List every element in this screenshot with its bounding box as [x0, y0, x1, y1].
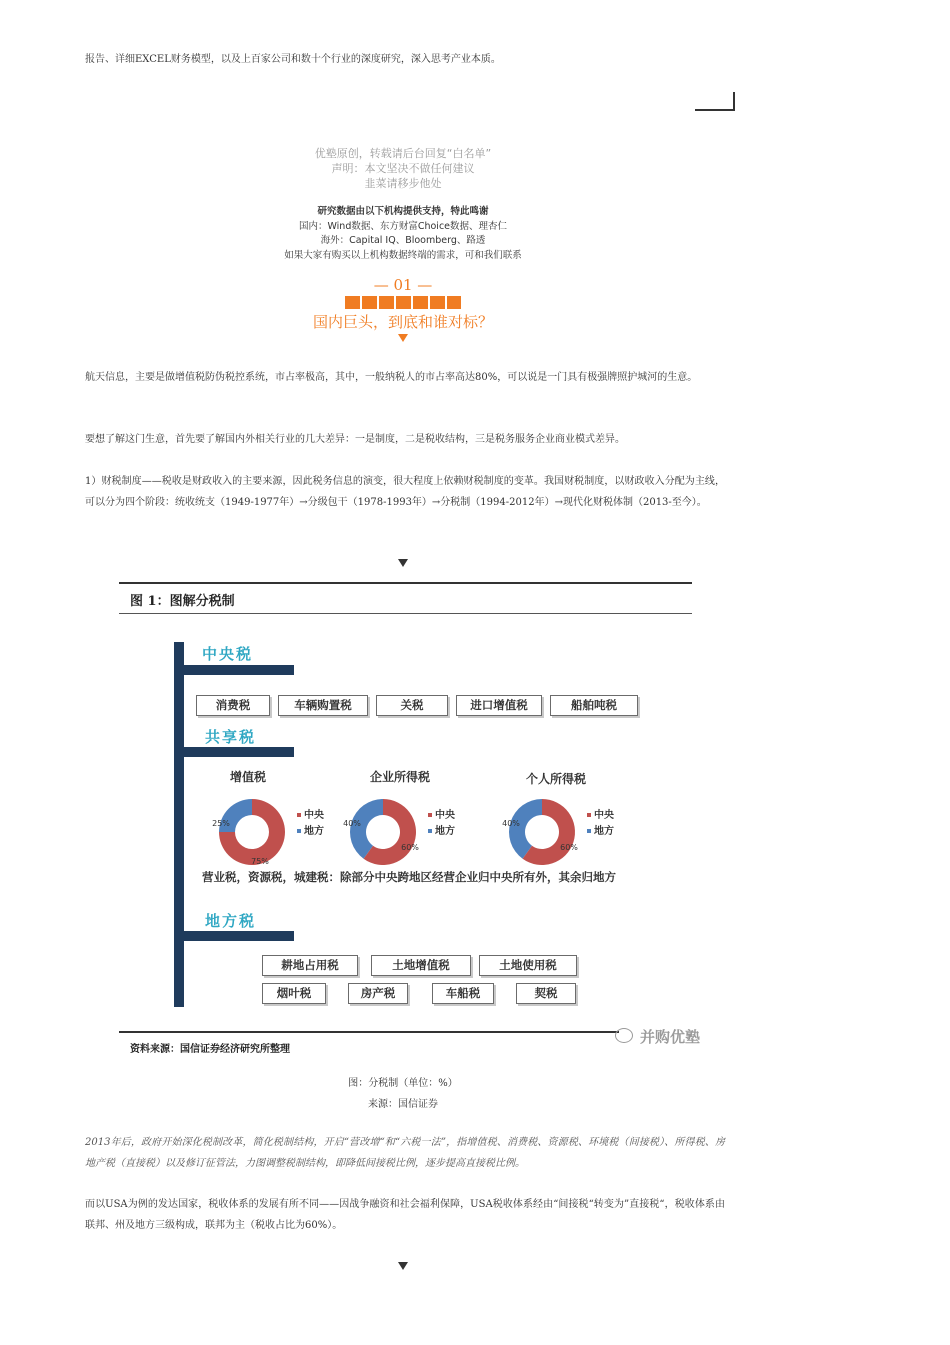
- local-tax-box: 土地增值税: [371, 955, 471, 976]
- watermark: 并购优塾: [640, 1028, 701, 1046]
- gray-line: 声明：本文坚决不做任何建议: [331, 162, 475, 175]
- shared-tax-pie-charts: [112, 575, 712, 1065]
- figure-caption: 图：分税制（单位：%）: [348, 1078, 458, 1089]
- central-tax-box: 船舶吨税: [550, 695, 638, 716]
- paragraph-1: 航天信息，主要是做增值税防伪税控系统，市占率极高，其中，一般纳税人的市占率高达80%，可以说是一门具有极强牌照护城河的生意。: [85, 372, 698, 383]
- corner-bracket-decoration: [695, 92, 735, 111]
- header-block: [200, 146, 606, 263]
- tax-system-figure: [112, 575, 712, 1065]
- pie-value-label: 40%: [343, 819, 361, 828]
- legend-label: 地方: [594, 826, 614, 837]
- local-bar: [174, 931, 294, 941]
- pie-title-vat: 增值税: [230, 770, 267, 784]
- legend-swatch: [428, 829, 432, 833]
- local-tax-box: 耕地占用税: [262, 955, 358, 976]
- thanks-line: 如果大家有购买以上机构数据终端的需求，可和我们联系: [284, 249, 522, 261]
- section-number: — 01 —: [373, 276, 433, 294]
- figure-title: 图 1：图解分税制: [130, 594, 235, 609]
- central-tax-box: 消费税: [196, 695, 270, 716]
- central-label: 中央税: [202, 645, 254, 663]
- legend-swatch: [297, 829, 301, 833]
- legend-swatch: [428, 813, 432, 817]
- figure-bottom-rule: [119, 1031, 619, 1033]
- legend-label: 地方: [304, 826, 324, 837]
- shared-note: 营业税，资源税，城建税：除部分中央跨地区经营企业归中央所有外，其余归地方: [202, 870, 616, 884]
- down-arrow-icon: [398, 1262, 408, 1270]
- paragraph-2: 要想了解这门生意，首先要了解国内外相关行业的几大差异：一是制度，二是税收结构，三是税务服务企业商业模式差异。: [85, 434, 625, 445]
- central-tax-box: 进口增值税: [456, 695, 542, 716]
- legend-swatch: [297, 813, 301, 817]
- legend-label: 中央: [594, 810, 614, 821]
- thanks-line: 国内：Wind数据、东方财富Choice数据、理杏仁: [298, 220, 508, 232]
- pie-value-label: 60%: [560, 843, 578, 852]
- thanks-title: 研究数据由以下机构提供支持，特此鸣谢: [317, 206, 489, 217]
- central-tax-box: 车辆购置税: [278, 695, 368, 716]
- local-tax-box: 契税: [516, 983, 576, 1004]
- section-title: 国内巨头，到底和谁对标？: [312, 313, 493, 331]
- legend-swatch: [587, 829, 591, 833]
- legend-label: 中央: [304, 810, 324, 821]
- legend-label: 地方: [435, 826, 455, 837]
- pie-value-label: 75%: [251, 857, 269, 866]
- pie-title-corporate: 企业所得税: [370, 770, 431, 784]
- paragraph-4: 2013年后，政府开始深化税制改革，简化税制结构，开启“营改增“和“六税一法”，指增值税、消费税、资源税、环境税（间接税）、所得税、房地产税（直接税）以及修订征管法，力图调整税制结构，即降低间接税比例，逐步提高直接税比例。: [85, 1137, 725, 1169]
- shared-label: 共享税: [205, 728, 257, 746]
- legend-label: 中央: [435, 810, 455, 821]
- legend-swatch: [587, 813, 591, 817]
- local-label: 地方税: [205, 912, 257, 930]
- pie-title-personal: 个人所得税: [526, 772, 587, 786]
- local-tax-box: 房产税: [348, 983, 408, 1004]
- local-tax-box: 车船税: [432, 983, 494, 1004]
- local-tax-box: 土地使用税: [479, 955, 577, 976]
- figure-caption-source: 来源：国信证券: [368, 1099, 438, 1110]
- pie-value-label: 60%: [401, 843, 419, 852]
- section-arrow-icon: [398, 334, 408, 342]
- pie-value-label: 25%: [212, 819, 230, 828]
- intro-line: 报告、详细EXCEL财务模型，以及上百家公司和数十个行业的深度研究，深入思考产业本质。: [85, 54, 501, 65]
- central-tax-box: 关税: [376, 695, 448, 716]
- wechat-icon: [615, 1028, 633, 1043]
- thanks-line: 海外：Capital IQ、Bloomberg、路透: [320, 235, 486, 246]
- down-arrow-icon: [398, 559, 408, 567]
- figure-source: 资料来源：国信证券经济研究所整理: [130, 1044, 290, 1055]
- local-tax-box: 烟叶税: [262, 983, 326, 1004]
- paragraph-3: 1）财税制度——税收是财政收入的主要来源，因此税务信息的演变，很大程度上依赖财税制度的变革。我国财税制度，以财政收入分配为主线，可以分为四个阶段：统收统支（1949-1977年）→分级包干（1978-1993年）→分税制（1994-2012年）→现代化财税体制（2013-至今）。: [85, 476, 725, 508]
- gray-line: 韭菜请移步他处: [364, 177, 442, 190]
- section-bar: [345, 296, 461, 309]
- pie-value-label: 40%: [502, 819, 520, 828]
- gray-line: 优塾原创，转载请后台回复“白名单”: [314, 147, 492, 160]
- paragraph-5: 而以USA为例的发达国家，税收体系的发展有所不同——因战争融资和社会福利保障，USA税收体系经由“间接税“转变为”直接税“，税收体系由联邦、州及地方三级构成，联邦为主（税收占比为60%）。: [85, 1199, 725, 1231]
